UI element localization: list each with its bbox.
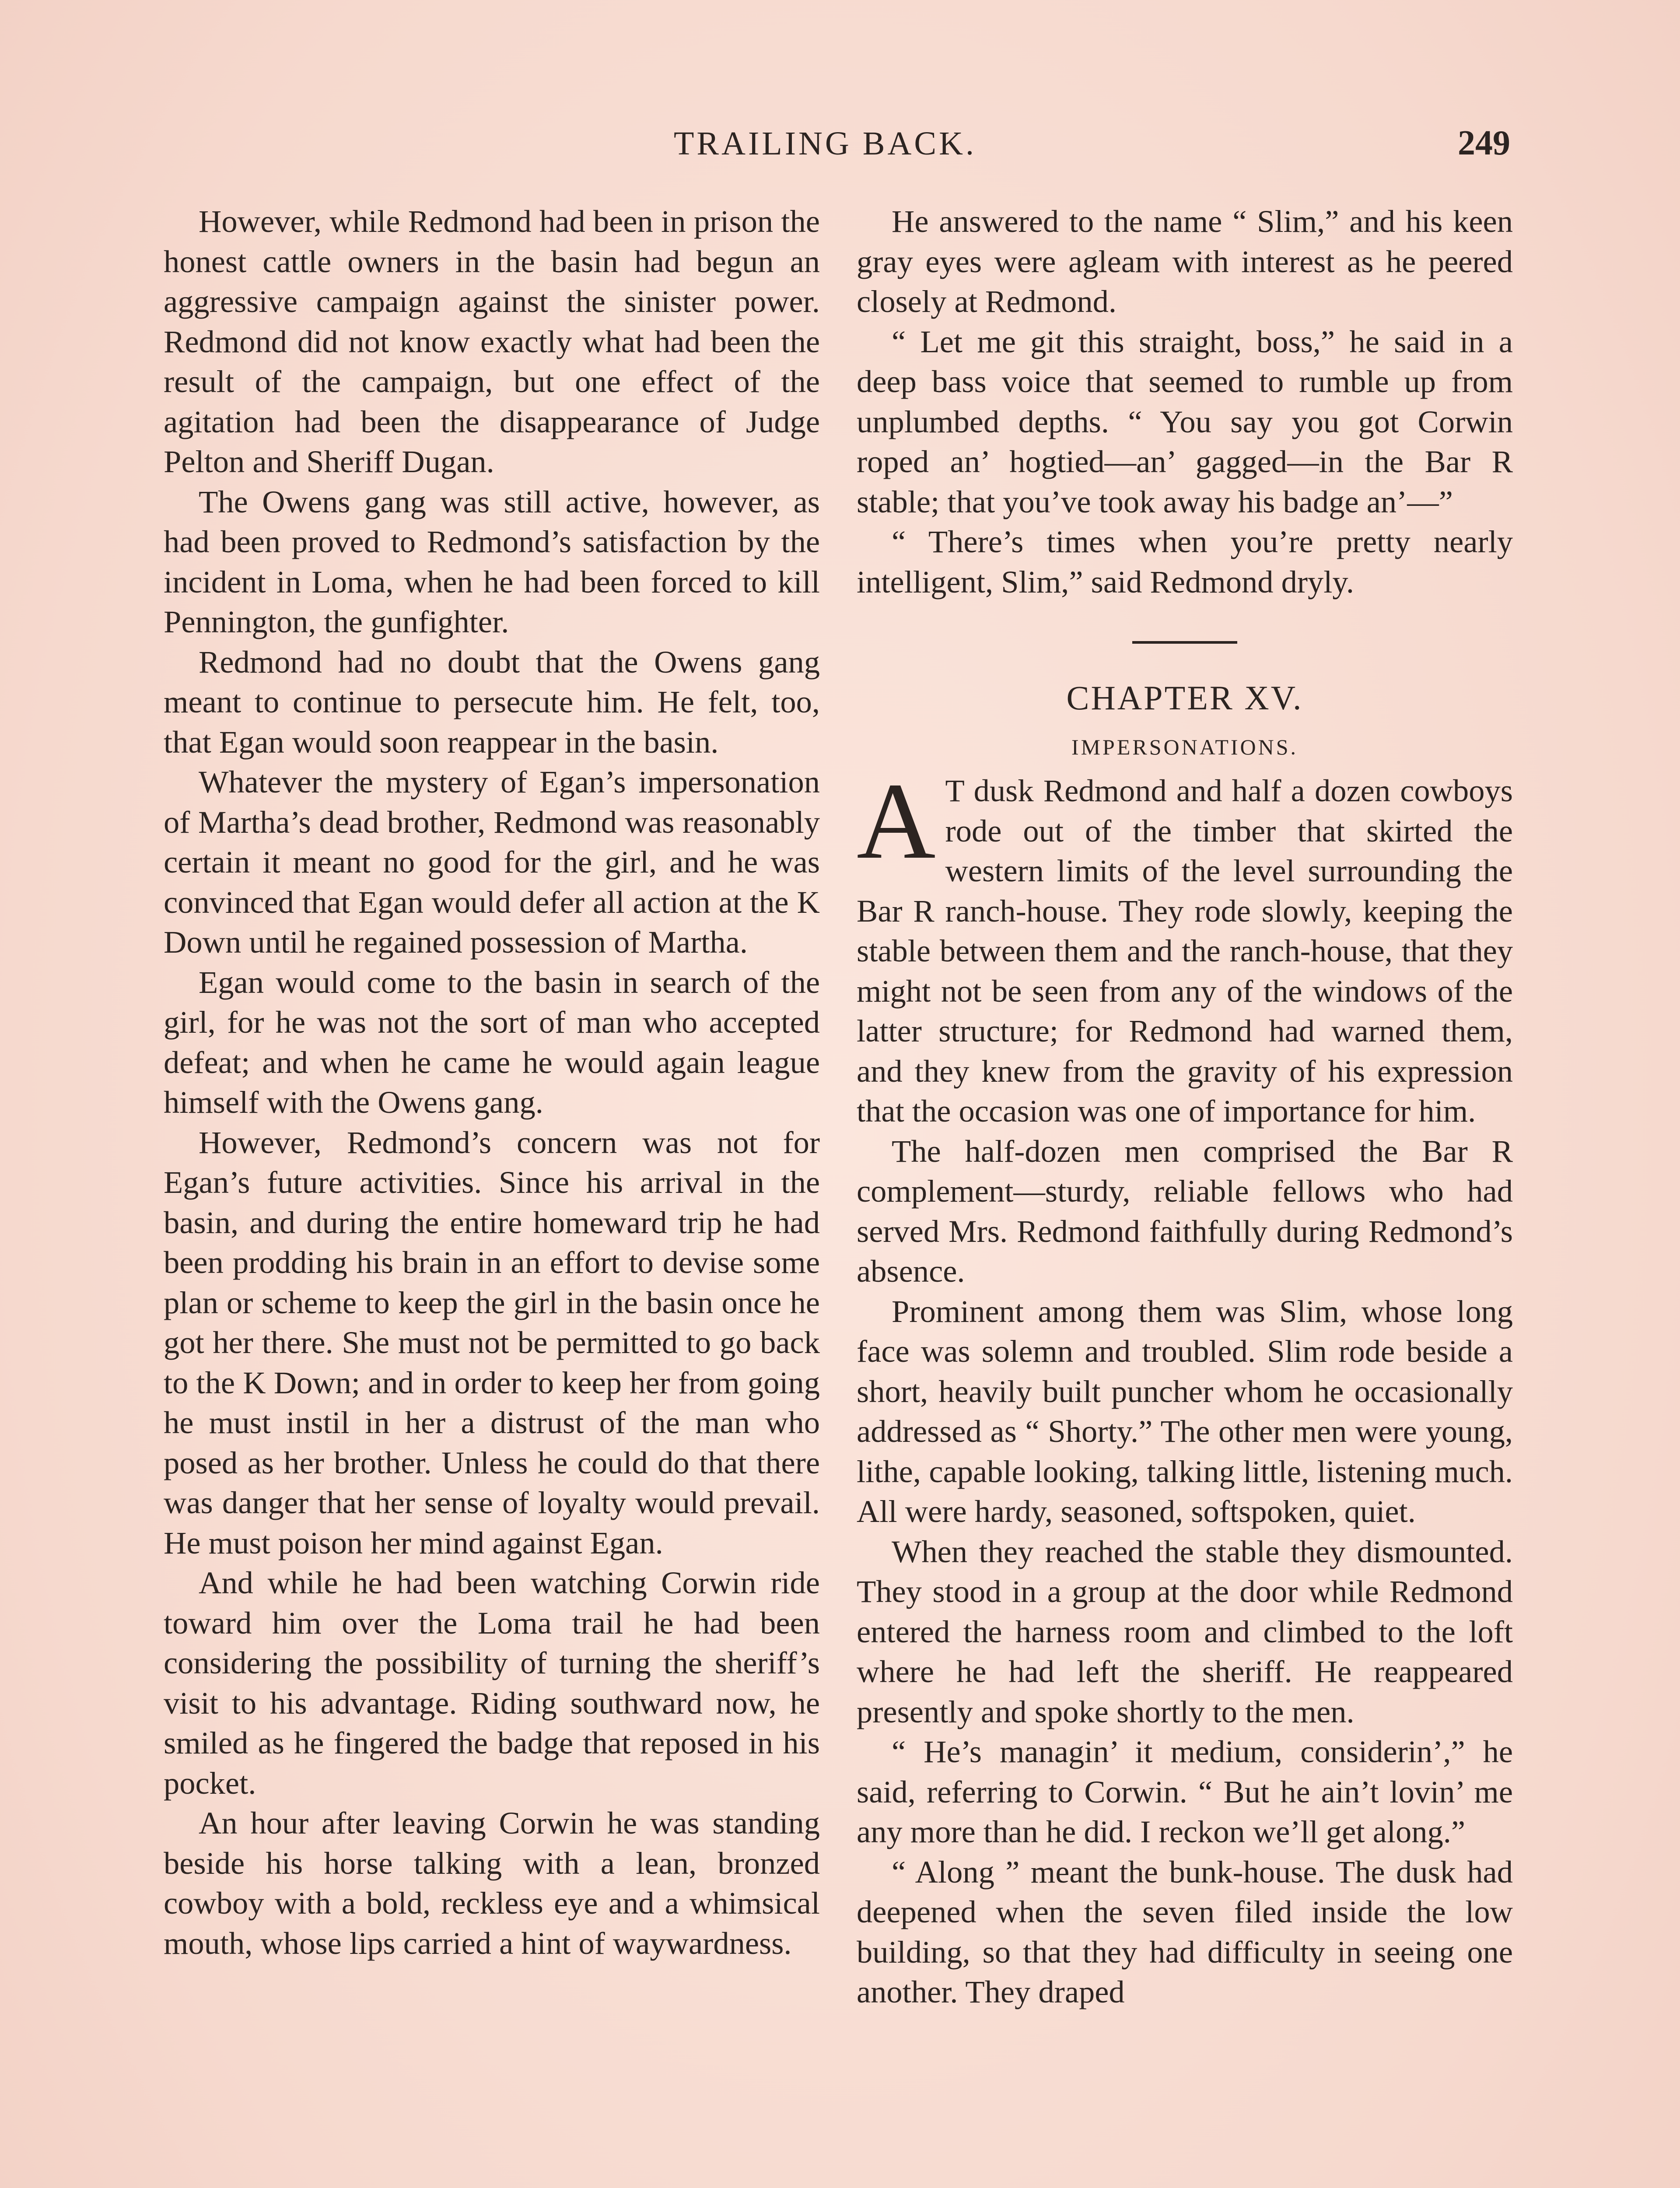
paragraph: Egan would come to the basin in search of the girl, for he was not the sort of man who accepted defeat; and when he came he would again league himself with the Owens gang. xyxy=(164,964,820,1120)
section-divider xyxy=(1132,641,1237,644)
paragraph: Redmond had no doubt that the Owens gang meant to continue to persecute him. He felt, too, that Egan would soon reappear in the basin. xyxy=(164,644,820,760)
right-column xyxy=(857,201,1513,2012)
paragraph: An hour after leaving Corwin he was standing beside his horse talking with a lean, bronzed cowboy with a bold, reckless eye and a whimsical mouth, whose lips carried a hint of waywardness. xyxy=(164,1805,820,1961)
paragraph: “ He’s managin’ it medium, considerin’,” he said, referring to Corwin. “ But he ain’t lovin’ me any more than he did. I reckon we’ll get along.” xyxy=(857,1734,1513,1849)
paragraph: Whatever the mystery of Egan’s impersonation of Martha’s dead brother, Redmond was reasonably certain it meant no good for the girl, and he was convinced that Egan would defer all action at the K Down until he regained possession of Martha. xyxy=(164,764,820,960)
opening-text: T dusk Redmond and half a dozen cowboys rode out of the timber that skirted the western limits of the level surrounding the Bar R ranch-house. They rode slowly, keeping the stable between them and the ranch-house, that they might not be seen from any of the windows of the latter structure; for Redmond had warned them, and they knew from the gravity of his expression that the occasion was one of importance for him. xyxy=(857,773,1513,1129)
left-column xyxy=(164,201,820,1963)
paragraph: When they reached the stable they dismounted. They stood in a group at the door while Redmond entered the harness room and climbed to the loft where he had left the sheriff. He reappeared presently and spoke shortly to the men. xyxy=(857,1533,1513,1729)
paragraph: And while he had been watching Corwin ride toward him over the Loma trail he had been considering the possibility of turning the sheriff’s visit to his advantage. Riding southward now, he smiled as he fingered the badge that reposed in his pocket. xyxy=(164,1565,820,1801)
page-number: 249 xyxy=(1458,124,1510,162)
paragraph: The Owens gang was still active, however, as had been proved to Redmond’s satisfaction by the incident in Loma, when he had been forced to kill Pennington, the gunfighter. xyxy=(164,484,820,639)
drop-cap: A xyxy=(857,761,936,882)
chapter-subtitle: IMPERSONATIONS. xyxy=(1071,735,1298,759)
paragraph: “ Along ” meant the bunk-house. The dusk had deepened when the seven filed inside the low building, so that they had difficulty in seeing one another. They draped xyxy=(857,1854,1513,2009)
paragraph: However, Redmond’s concern was not for Egan’s future activities. Since his arrival in the basin, and during the entire homeward trip he had been prodding his brain in an effort to devise some plan or scheme to keep the girl in the basin once he got her there. She must not be permitted to go back to the K Down; and in order to keep her from going he must instil in her a distrust of the man who posed as her brother. Unless he could do that there was danger that her sense of loyalty would prevail. He must poison her mind against Egan. xyxy=(164,1124,820,1560)
chapter-opening-paragraph xyxy=(857,761,1513,1131)
paragraph: Prominent among them was Slim, whose long face was solemn and troubled. Slim rode beside a short, heavily built puncher whom he occasionally addressed as “ Shorty.” The other men were young, lithe, capable looking, talking little, listening much. All were hardy, seasoned, softspoken, quiet. xyxy=(857,1293,1513,1529)
paragraph: The half-dozen men comprised the Bar R complement—sturdy, reliable fellows who had served Mrs. Redmond faithfully during Redmond’s absence. xyxy=(857,1133,1513,1289)
paragraph: “ There’s times when you’re pretty nearly intelligent, Slim,” said Redmond dryly. xyxy=(857,524,1513,600)
chapter-title: CHAPTER XV. xyxy=(1066,679,1303,717)
running-title: TRAILING BACK. xyxy=(674,125,976,162)
paragraph: However, while Redmond had been in prison the honest cattle owners in the basin had begun an aggressive campaign against the sinister power. Redmond did not know exactly what had been the result of the campaign, but one effect of the agitation had been the disappearance of Judge Pelton and Sheriff Dugan. xyxy=(164,203,820,479)
paragraph: “ Let me git this straight, boss,” he said in a deep bass voice that seemed to rumble up from unplumbed depths. “ You say you got Corwin roped an’ hogtied—an’ gagged—in the Bar R stable; that you’ve took away his badge an’—” xyxy=(857,323,1513,519)
paragraph: He answered to the name “ Slim,” and his keen gray eyes were agleam with interest as he peered closely at Redmond. xyxy=(857,203,1513,319)
